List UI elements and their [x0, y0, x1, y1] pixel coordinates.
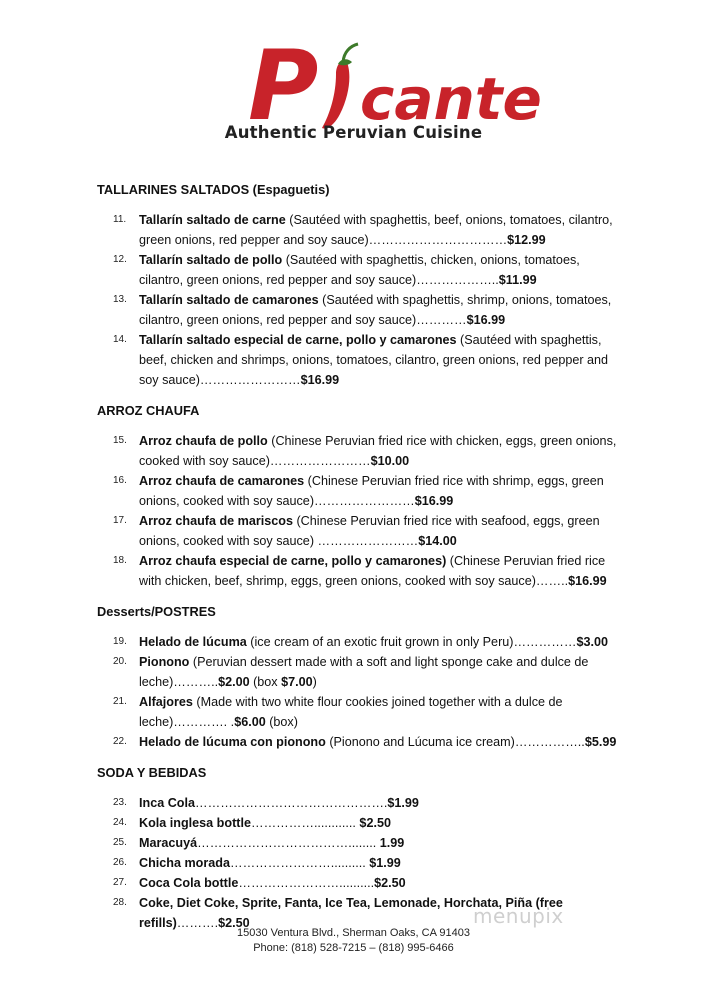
phone: Phone: (818) 528-7215 – (818) 995-6466	[253, 942, 454, 954]
menu-item	[0, 793, 707, 813]
section-title: TALLARINES SALTADOS (Espaguetis)	[97, 182, 330, 197]
item-number: 17.	[113, 515, 127, 526]
item-price: $16.99	[568, 574, 607, 588]
item-price: $16.99	[414, 494, 454, 508]
item-description: (Pionono and Lúcuma ice cream)……………..	[325, 735, 585, 749]
menu-item	[0, 330, 707, 390]
item-number: 19.	[113, 636, 127, 647]
section-gap	[0, 752, 707, 763]
item-price: $1.99	[387, 796, 419, 810]
menu-section	[0, 602, 707, 752]
section-gap	[0, 390, 707, 401]
menu-item	[0, 813, 707, 833]
item-price: $3.00	[576, 635, 608, 649]
item-description: (Chinese Peruvian fried rice with chicken, beef, shrimp, eggs, green onions, cooked with soy sauce)……..	[139, 554, 606, 588]
item-number: 28.	[113, 897, 127, 908]
item-price: $14.00	[418, 534, 457, 548]
menu-item-list	[0, 210, 707, 390]
item-description: ……….	[176, 916, 219, 930]
item-description: (Peruvian dessert made with a soft and light sponge cake and dulce de leche)………..	[139, 655, 589, 689]
section-title: SODA Y BEBIDAS	[97, 765, 207, 780]
item-price: 1.99	[376, 836, 405, 850]
item-number: 27.	[113, 877, 127, 888]
item-number: 18.	[113, 555, 127, 566]
item-extra-end: )	[312, 675, 317, 689]
item-description: (Chinese Peruvian fried rice with chicken, eggs, green onions, cooked with soy sauce)……………………	[139, 434, 617, 468]
item-name: Helado de lúcuma	[139, 635, 247, 649]
menu-item	[0, 632, 707, 652]
section-gap	[0, 591, 707, 602]
item-price: $11.99	[498, 273, 537, 287]
item-name: Tallarín saltado de pollo	[139, 253, 283, 267]
menu-item-list	[0, 632, 707, 752]
item-description: (Chinese Peruvian fried rice with seafood, eggs, green onions, cooked with soy sauce) ……………………	[139, 514, 600, 548]
item-description: (Made with two white flour cookies joined together with a dulce de leche)…………. .	[139, 695, 563, 729]
item-number: 15.	[113, 435, 127, 446]
item-name: Coke, Diet Coke, Sprite, Fanta, Ice Tea, Lemonade, Horchata, Piña (free refills)	[139, 896, 563, 930]
item-extra-price: $7.00	[281, 675, 313, 689]
item-name: Chicha morada	[139, 856, 230, 870]
menu-item	[0, 652, 707, 692]
item-extra: (box)	[265, 715, 298, 729]
item-price: $10.00	[370, 454, 410, 468]
logo-letter-p: P	[248, 30, 319, 142]
item-description: (Sautéed with spaghettis, shrimp, onions, tomatoes, cilantro, green onions, red pepper and soy sauce)…………	[139, 293, 612, 327]
item-price: $2.50	[374, 876, 406, 890]
item-description: ……………............	[250, 816, 356, 830]
menu-section	[0, 401, 707, 591]
menu-item	[0, 873, 707, 893]
menu-item-list	[0, 431, 707, 591]
item-price: $16.99	[300, 373, 340, 387]
item-description: (ice cream of an exotic fruit grown in only Peru)……………	[246, 635, 577, 649]
item-description: (Sautéed with spaghettis, chicken, onions, tomatoes, cilantro, green onions, red pepper and soy sauce)………………..	[139, 253, 580, 287]
item-extra: (box	[249, 675, 282, 689]
menu-item	[0, 431, 707, 471]
item-name: Arroz chaufa de mariscos	[139, 514, 293, 528]
section-title: Desserts/POSTRES	[97, 604, 216, 619]
menu-item	[0, 692, 707, 732]
item-name: Tallarín saltado de carne	[139, 213, 286, 227]
item-description: ………………………………........	[197, 836, 377, 850]
item-number: 24.	[113, 817, 127, 828]
item-price: $2.00	[218, 675, 250, 689]
menu-item	[0, 210, 707, 250]
item-name: Maracuyá	[139, 836, 198, 850]
item-number: 26.	[113, 857, 127, 868]
menu-item	[0, 250, 707, 290]
item-description: ……………………………………….	[195, 796, 388, 810]
item-price: $16.99	[466, 313, 506, 327]
menu-item	[0, 551, 707, 591]
chili-pepper-icon	[322, 44, 358, 128]
item-number: 11.	[113, 214, 127, 225]
menu-section	[0, 180, 707, 390]
item-number: 25.	[113, 837, 127, 848]
item-name: Arroz chaufa especial de carne, pollo y camarones)	[139, 554, 447, 568]
address: 15030 Ventura Blvd., Sherman Oaks, CA 91403	[237, 927, 470, 939]
tagline: Authentic Peruvian Cuisine	[224, 123, 483, 142]
item-name: Coca Cola bottle	[139, 876, 239, 890]
menu-item	[0, 732, 707, 752]
item-name: Kola inglesa bottle	[139, 816, 251, 830]
watermark: menupix	[473, 904, 564, 928]
item-name: Alfajores	[139, 695, 193, 709]
footer	[0, 926, 707, 956]
item-number: 16.	[113, 475, 127, 486]
item-description: (Sautéed with spaghettis, beef, onions, tomatoes, cilantro, green onions, red pepper and soy sauce)……………………………	[139, 213, 613, 247]
logo-word-cante: cante	[360, 65, 542, 133]
item-description: ……………………..........	[238, 876, 375, 890]
item-price: $2.50	[355, 816, 391, 830]
menu-section	[0, 763, 707, 933]
item-name: Inca Cola	[139, 796, 195, 810]
item-name: Tallarín saltado de camarones	[139, 293, 319, 307]
item-number: 13.	[113, 294, 127, 305]
item-name: Helado de lúcuma con pionono	[139, 735, 326, 749]
item-description: ……………………..........	[229, 856, 366, 870]
item-number: 23.	[113, 797, 127, 808]
menu-body	[0, 180, 707, 933]
item-name: Arroz chaufa de camarones	[139, 474, 305, 488]
menu-item	[0, 511, 707, 551]
item-name: Arroz chaufa de pollo	[139, 434, 268, 448]
item-price: $1.99	[365, 856, 401, 870]
section-title: ARROZ CHAUFA	[97, 403, 200, 418]
item-number: 21.	[113, 696, 127, 707]
item-price: $12.99	[507, 233, 546, 247]
item-name: Tallarín saltado especial de carne, pollo y camarones	[139, 333, 457, 347]
menu-item	[0, 471, 707, 511]
item-price: $5.99	[584, 735, 617, 749]
item-description: (Sautéed with spaghettis, beef, chicken and shrimps, onions, tomatoes, cilantro, green onions, red pepper and soy sauce)……………………	[139, 333, 609, 387]
item-number: 20.	[113, 656, 127, 667]
item-price: $2.50	[218, 916, 250, 930]
menu-item	[0, 833, 707, 853]
item-description: (Chinese Peruvian fried rice with shrimp, eggs, green onions, cooked with soy sauce)……………………	[139, 474, 604, 508]
menu-item	[0, 290, 707, 330]
item-number: 14.	[113, 334, 127, 345]
item-price: $6.00	[234, 715, 266, 729]
menu-item-list	[0, 793, 707, 933]
item-number: 12.	[113, 254, 127, 265]
menu-item	[0, 853, 707, 873]
item-number: 22.	[113, 736, 127, 747]
item-name: Pionono	[139, 655, 190, 669]
